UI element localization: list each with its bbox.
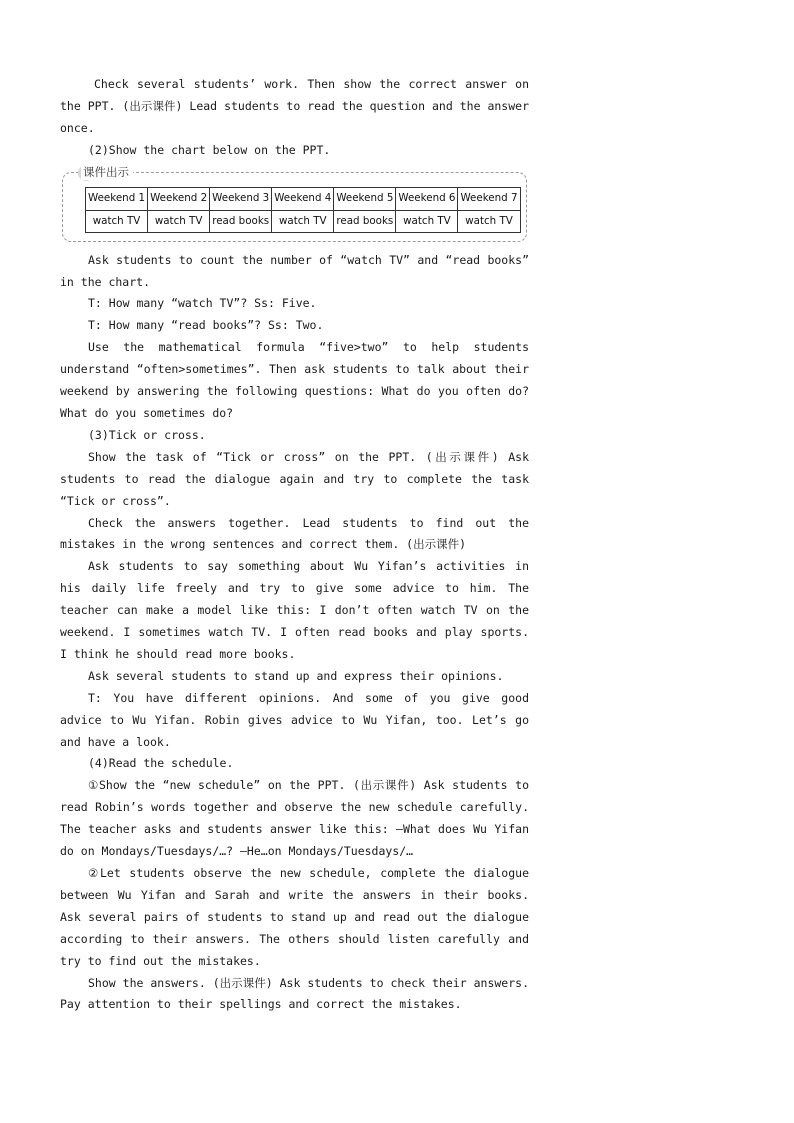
paragraph: Check the answers together. Lead students to find out the mistakes in the wrong sentences and correct them. (出示课件) <box>60 515 529 552</box>
table-cell: Weekend 7 <box>458 187 520 210</box>
paragraph: Show the answers. (出示课件) Ask students to check their answers. Pay attention to their spellings and correct the mistakes. <box>60 975 529 1012</box>
paragraph: Check several students’ work. Then show the correct answer on the PPT. (出示课件) Lead students to read the question and the answer once. <box>60 77 529 135</box>
table-cell: watch TV <box>272 210 334 233</box>
weekend-chart-table <box>85 187 521 234</box>
table-cell: watch TV <box>86 210 148 233</box>
section-heading: (3)Tick or cross. <box>88 427 206 442</box>
paragraph: T: How many “watch TV”? Ss: Five. <box>88 296 317 311</box>
section-heading: (2)Show the chart below on the PPT. <box>88 142 331 157</box>
table-cell: watch TV <box>148 210 210 233</box>
paragraph: ①Show the “new schedule” on the PPT. (出示课件) Ask students to read Robin’s words together and observe the new schedule carefully. The teacher asks and students answer like this: —What does Wu Yifan do on Mondays/Tuesdays/…? —He…on Mondays/Tuesdays/… <box>60 778 529 859</box>
paragraph: Use the mathematical formula “five>two” to help students understand “often>sometimes”. Then ask students to talk about their weekend by answering the following questions: What do you often do? What do you sometimes do? <box>60 340 529 420</box>
paragraph: Ask students to say something about Wu Yifan’s activities in his daily life freely and try to give some advice to him. The teacher can make a model like this: I don’t often watch TV on the weekend. I sometimes watch TV. I often read books and play sports. I think he should read more books. <box>60 559 529 661</box>
table-cell: Weekend 6 <box>396 187 458 210</box>
document-body <box>60 74 529 1016</box>
paragraph: Show the task of “Tick or cross” on the PPT. (出示课件) Ask students to read the dialogue again and try to complete the task “Tick or cross”. <box>60 449 529 508</box>
table-cell: watch TV <box>396 210 458 233</box>
table-cell: Weekend 5 <box>334 187 396 210</box>
paragraph: Ask students to count the number of “watch TV” and “read books” in the chart. <box>60 252 529 289</box>
table-row <box>86 210 521 233</box>
courseware-box <box>62 164 527 242</box>
section-heading: (4)Read the schedule. <box>88 756 234 771</box>
table-cell: Weekend 4 <box>272 187 334 210</box>
table-cell: watch TV <box>458 210 520 233</box>
table-header-row <box>86 187 521 210</box>
paragraph: T: You have different opinions. And some of you give good advice to Wu Yifan. Robin gives advice to Wu Yifan, too. Let’s go and have a look. <box>60 690 529 749</box>
table-cell: read books <box>334 210 396 233</box>
paragraph: ②Let students observe the new schedule, complete the dialogue between Wu Yifan and Sarah and write the answers in their books. Ask several pairs of students to stand up and read out the dialogue according to their answers. The others should listen carefully and try to find out the mistakes. <box>60 866 529 968</box>
table-cell: Weekend 2 <box>148 187 210 210</box>
paragraph: T: How many “read books”? Ss: Two. <box>88 318 324 333</box>
paragraph: Ask several students to stand up and express their opinions. <box>88 668 504 683</box>
table-cell: read books <box>210 210 272 233</box>
courseware-label: 课件出示 <box>81 164 133 180</box>
table-cell: Weekend 1 <box>86 187 148 210</box>
table-cell: Weekend 3 <box>210 187 272 210</box>
